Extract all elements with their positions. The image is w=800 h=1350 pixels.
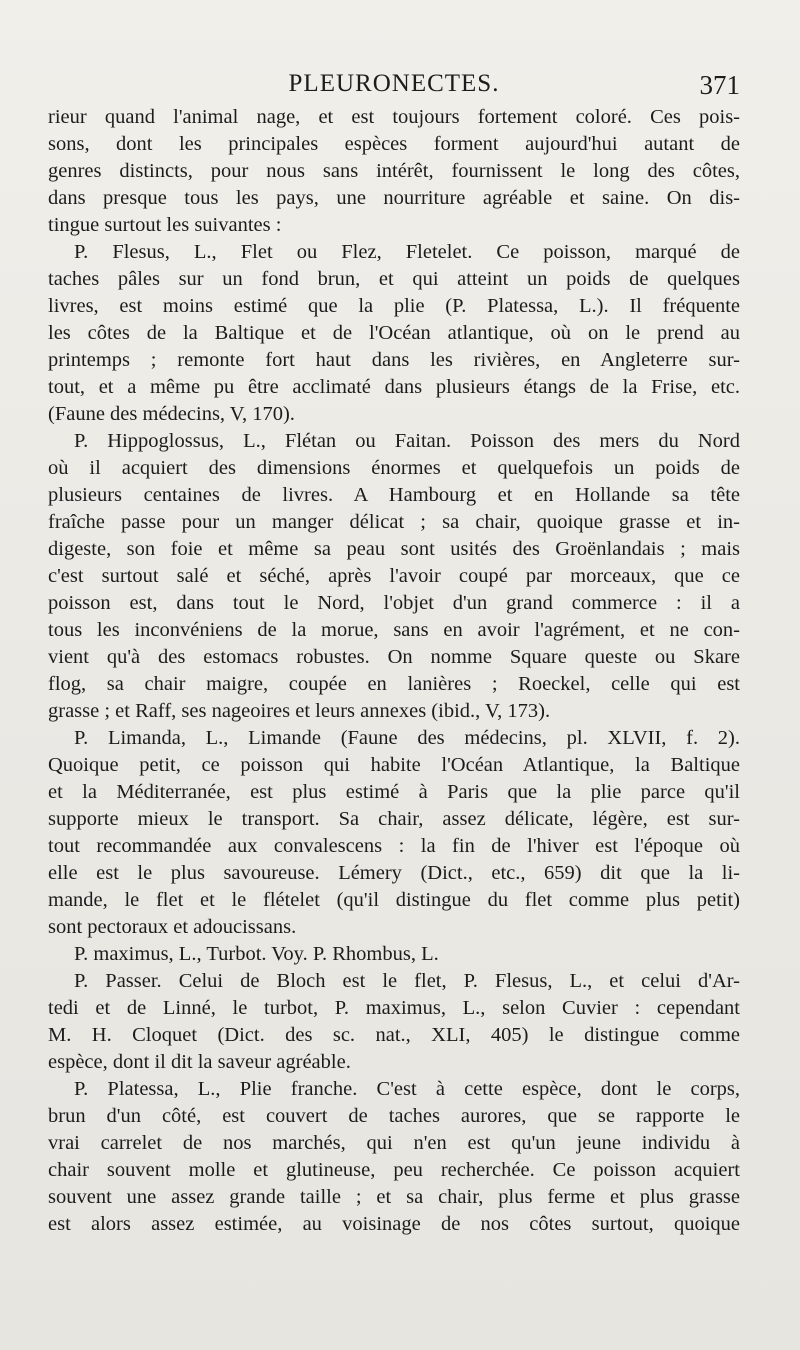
text-line: Quoique petit, ce poisson qui habite l'Océan Atlantique, la Baltique: [48, 754, 740, 776]
text-line: elle est le plus savoureuse. Lémery (Dict., etc., 659) dit que la li-: [48, 862, 740, 884]
text-line: rieur quand l'animal nage, et est toujours fortement coloré. Ces pois-: [48, 106, 740, 128]
text-line: plusieurs centaines de livres. A Hambourg et en Hollande sa tête: [48, 484, 740, 506]
text-line: supporte mieux le transport. Sa chair, assez délicate, légère, est sur-: [48, 808, 740, 830]
text-line: vrai carrelet de nos marchés, qui n'en est qu'un jeune individu à: [48, 1132, 740, 1154]
text-line: les côtes de la Baltique et de l'Océan atlantique, où on le prend au: [48, 322, 740, 344]
text-line: grasse ; et Raff, ses nageoires et leurs annexes (ibid., V, 173).: [48, 700, 551, 722]
text-line: genres distincts, pour nous sans intérêt, fournissent le long des côtes,: [48, 160, 740, 182]
entry-passer: P. Passer. Celui de Bloch est le flet, P. Flesus, L., et celui d'Ar-: [74, 970, 740, 992]
text-line: (Faune des médecins, V, 170).: [48, 403, 295, 425]
page-header: [48, 70, 740, 106]
text-line: fraîche passe pour un manger délicat ; sa chair, quoique grasse et in-: [48, 511, 740, 533]
text-line: brun d'un côté, est couvert de taches aurores, que se rapporte le: [48, 1105, 740, 1127]
running-title: PLEURONECTES.: [288, 70, 500, 97]
text-line: vient qu'à des estomacs robustes. On nomme Square queste ou Skare: [48, 646, 740, 668]
text-line: sons, dont les principales espèces forment aujourd'hui autant de: [48, 133, 740, 155]
text-line: c'est surtout salé et séché, après l'avoir coupé par morceaux, que ce: [48, 565, 740, 587]
text-line: poisson est, dans tout le Nord, l'objet d'un grand commerce : il a: [48, 592, 740, 614]
text-line: tout, et a même pu être acclimaté dans plusieurs étangs de la Frise, etc.: [48, 376, 740, 398]
text-line: printemps ; remonte fort haut dans les rivières, en Angleterre sur-: [48, 349, 740, 371]
text-line: espèce, dont il dit la saveur agréable.: [48, 1051, 351, 1073]
text-line: taches pâles sur un fond brun, et qui atteint un poids de quelques: [48, 268, 740, 290]
text-line: livres, est moins estimé que la plie (P. Platessa, L.). Il fréquente: [48, 295, 740, 317]
text-line: sont pectoraux et adoucissans.: [48, 916, 297, 938]
text-line: souvent une assez grande taille ; et sa chair, plus ferme et plus grasse: [48, 1186, 740, 1208]
text-line: tingue surtout les suivantes :: [48, 214, 282, 236]
text-line: dans presque tous les pays, une nourriture agréable et saine. On dis-: [48, 187, 740, 209]
text-line: M. H. Cloquet (Dict. des sc. nat., XLI, 405) le distingue comme: [48, 1024, 740, 1046]
text-line: mande, le flet et le flételet (qu'il distingue du flet comme plus petit): [48, 889, 740, 911]
entry-flesus: P. Flesus, L., Flet ou Flez, Fletelet. Ce poisson, marqué de: [74, 241, 740, 263]
text-line: flog, sa chair maigre, coupée en lanières ; Roeckel, celle qui est: [48, 673, 740, 695]
text-line: et la Méditerranée, est plus estimé à Paris que la plie parce qu'il: [48, 781, 740, 803]
entry-platessa: P. Platessa, L., Plie franche. C'est à cette espèce, dont le corps,: [74, 1078, 740, 1100]
entry-limanda: P. Limanda, L., Limande (Faune des médecins, pl. XLVII, f. 2).: [74, 727, 740, 749]
text-line: tedi et de Linné, le turbot, P. maximus, L., selon Cuvier : cependant: [48, 997, 740, 1019]
text-line: chair souvent molle et glutineuse, peu recherchée. Ce poisson acquiert: [48, 1159, 740, 1181]
text-line: où il acquiert des dimensions énormes et quelquefois un poids de: [48, 457, 740, 479]
text-line: tous les inconvéniens de la morue, sans en avoir l'agrément, et ne con-: [48, 619, 740, 641]
entry-hippoglossus: P. Hippoglossus, L., Flétan ou Faitan. Poisson des mers du Nord: [74, 430, 740, 452]
text-line: tout recommandée aux convalescens : la fin de l'hiver est l'époque où: [48, 835, 740, 857]
text-line: digeste, son foie et même sa peau sont usités des Groënlandais ; mais: [48, 538, 740, 560]
body-text: [48, 104, 740, 1238]
page-number: 371: [699, 70, 740, 100]
entry-maximus: P. maximus, L., Turbot. Voy. P. Rhombus, L.: [74, 943, 439, 965]
text-line: est alors assez estimée, au voisinage de nos côtes surtout, quoique: [48, 1213, 740, 1235]
